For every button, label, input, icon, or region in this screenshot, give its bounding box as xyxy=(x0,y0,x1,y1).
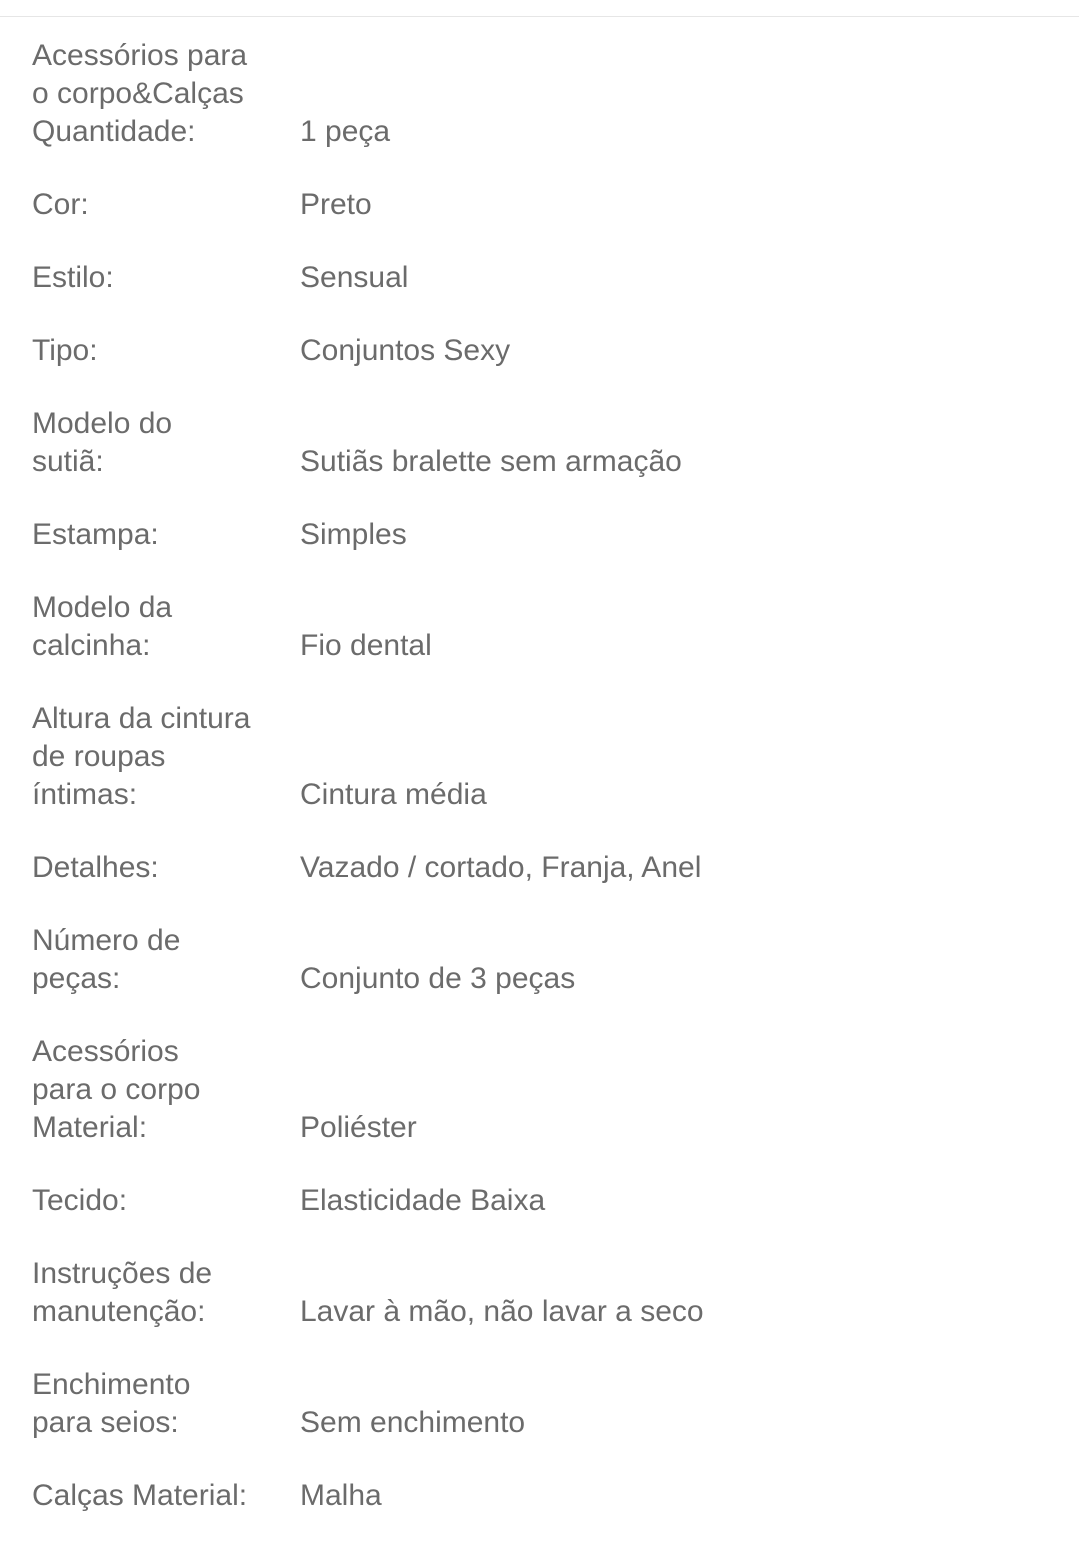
spec-label: Altura da cintura de roupas íntimas: xyxy=(32,702,251,811)
spec-row-panty-model xyxy=(0,589,1079,665)
spec-value: Cintura média xyxy=(300,778,487,811)
spec-value: Poliéster xyxy=(300,1111,417,1144)
spec-label: Acessórios para o corpo Material: xyxy=(32,1035,201,1144)
spec-label: Número de peças: xyxy=(32,924,181,995)
spec-row-pants-material xyxy=(0,1477,1079,1515)
spec-row-details xyxy=(0,849,1079,887)
spec-label: Tecido: xyxy=(32,1184,128,1217)
spec-row-body-accessory-material xyxy=(0,1033,1079,1147)
spec-row-padding xyxy=(0,1366,1079,1442)
spec-row-style xyxy=(0,259,1079,297)
spec-value: Conjunto de 3 peças xyxy=(300,962,576,995)
spec-row-waist-height xyxy=(0,700,1079,814)
spec-label: Acessórios para o corpo&Calças Quantidade: xyxy=(32,39,248,148)
spec-row-print xyxy=(0,516,1079,554)
product-spec-list xyxy=(0,37,1079,1550)
spec-row-quantity xyxy=(0,37,1079,151)
spec-value: Fio dental xyxy=(300,629,432,662)
spec-value: Elasticidade Baixa xyxy=(300,1184,546,1217)
spec-label: Calças Material: xyxy=(32,1479,248,1512)
spec-label: Enchimento para seios: xyxy=(32,1368,191,1439)
spec-label: Instruções de manutenção: xyxy=(32,1257,213,1328)
spec-label: Modelo do sutiã: xyxy=(32,407,173,478)
spec-label: Estampa: xyxy=(32,518,159,551)
spec-value: Vazado / cortado, Franja, Anel xyxy=(300,851,702,884)
spec-value: Preto xyxy=(300,188,372,221)
spec-value: Sensual xyxy=(300,261,409,294)
spec-row-type xyxy=(0,332,1079,370)
spec-row-fabric xyxy=(0,1182,1079,1220)
spec-value: Conjuntos Sexy xyxy=(300,334,511,367)
spec-label: Detalhes: xyxy=(32,851,159,884)
spec-row-care-instructions xyxy=(0,1255,1079,1331)
spec-row-bra-model xyxy=(0,405,1079,481)
spec-row-piece-count xyxy=(0,922,1079,998)
spec-value: Lavar à mão, não lavar a seco xyxy=(300,1295,704,1328)
spec-row-color xyxy=(0,186,1079,224)
spec-value: Malha xyxy=(300,1479,382,1512)
spec-value: Sutiãs bralette sem armação xyxy=(300,445,682,478)
spec-value: Sem enchimento xyxy=(300,1406,526,1439)
spec-label: Cor: xyxy=(32,188,89,221)
spec-label: Tipo: xyxy=(32,334,98,367)
spec-label: Modelo da calcinha: xyxy=(32,591,173,662)
top-divider xyxy=(0,16,1079,17)
spec-value: Simples xyxy=(300,518,407,551)
spec-label: Estilo: xyxy=(32,261,114,294)
spec-value: 1 peça xyxy=(300,115,391,148)
